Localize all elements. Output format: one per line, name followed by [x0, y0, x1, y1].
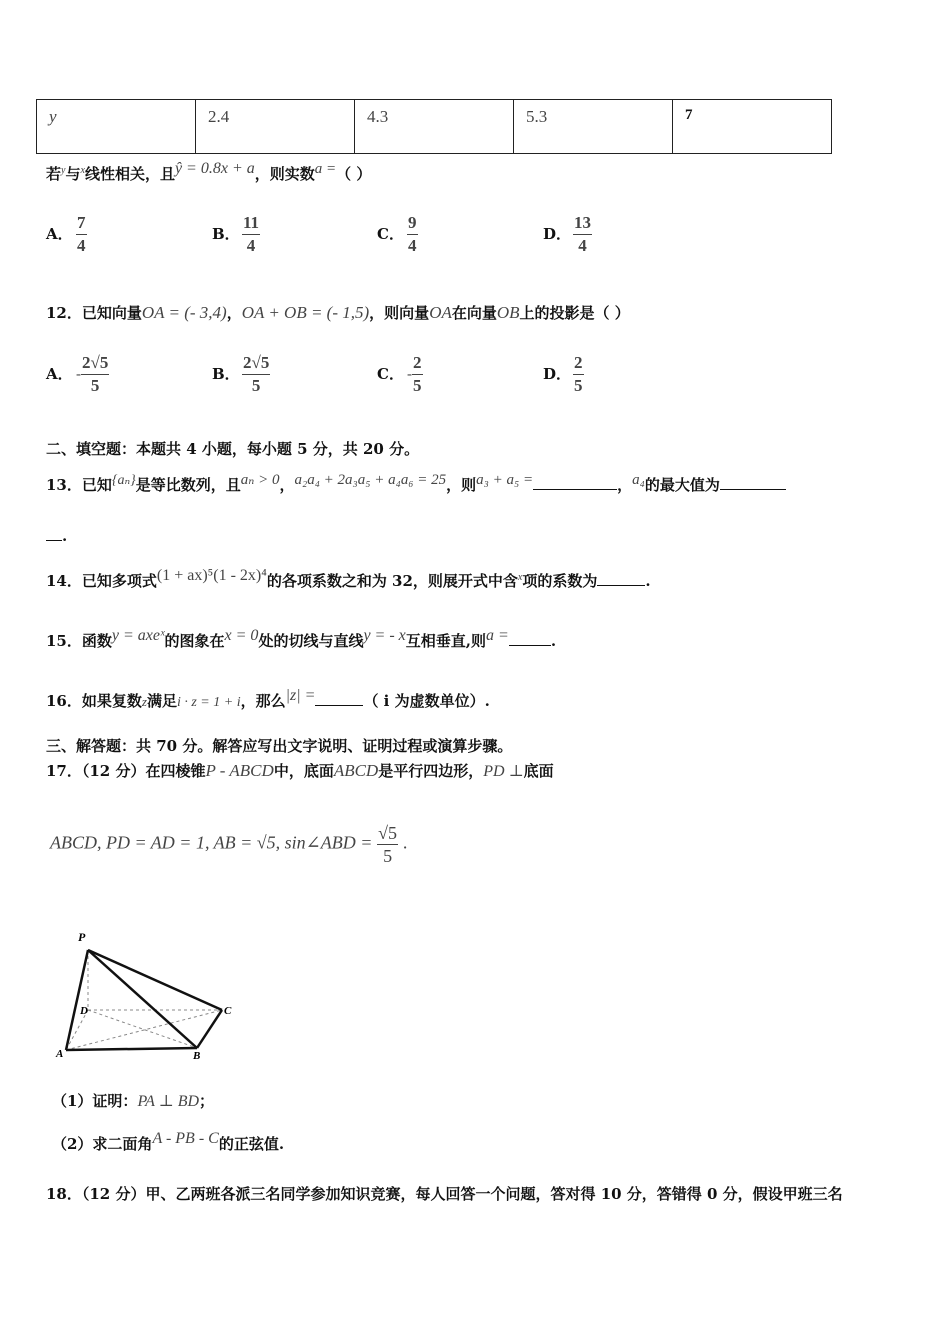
edge-ab [66, 1048, 197, 1050]
q12-option-c: C． - $\frac{2}{5}$ [377, 353, 422, 395]
q15-stem: 15．函数$^{y = axeˣ}$的图象在$^{x = 0}$处的切线与直线$^{y = - x}$互相垂直,则$^{a =}$ . [46, 627, 557, 650]
q12-option-d: D． $\frac{2}{5}$ [543, 353, 583, 395]
table-cell-y: y [37, 100, 196, 154]
table-cell: 2.4 [196, 100, 355, 154]
vertex-label-d: D [80, 1005, 88, 1017]
edge-pb [88, 950, 197, 1048]
edge-pc [88, 950, 222, 1010]
q11-stem: 若$^y$与$^x$线性相关，且$^{ŷ = 0.8x + a}$，则实数$^{a =}$（ ） [46, 160, 372, 183]
q18-stem: 18．（12 分）甲、乙两班各派三名同学参加知识竞赛，每人回答一个问题，答对得 10 分，答错得 0 分，假设甲班三名 [46, 1185, 843, 1203]
q11-option-a: A． $\frac{7}{4}$ [46, 213, 86, 255]
section-3-heading: 三、解答题：共 70 分。解答应写出文字说明、证明过程或演算步骤。 [46, 737, 513, 755]
table-row [37, 100, 832, 154]
vertex-label-p: P [78, 930, 86, 944]
q13-stem: 13．已知$^{\{a_n\}}$是等比数列，且$^{a_n > 0}$，$^{a_2a_4 + 2a_3a_5 + a_4a_6 = 25}$，则$^{a_3 + a_5 =}$ ，$^{a_4}$的最大值为 [46, 470, 786, 495]
q17-stem: 17．（12 分）在四棱锥P - ABCD中，底面ABCD是平行四边形，PD ⊥底面 [46, 761, 554, 780]
q11-option-b: B． $\frac{11}{4}$ [212, 213, 260, 255]
q13-tail: . [46, 524, 67, 545]
table-cell: 4.3 [355, 100, 514, 154]
table-cell: 5.3 [514, 100, 673, 154]
pyramid-figure [52, 925, 242, 1065]
q17-part-1: （1）证明：PA ⊥ BD； [52, 1092, 215, 1110]
q17-given: ABCD, PD = AD = 1, AB = √5, sin∠ABD = $\frac{√5}{5}$ . [50, 823, 408, 866]
q17-part-2: （2）求二面角$^{A - PB - C}$的正弦值. [52, 1130, 285, 1153]
q16-stem: 16．如果复数z满足i · z = 1 + i，那么$^{|z| =}$ （ i 为虚数单位）. [46, 687, 490, 710]
q12-option-b: B． $\frac{2√5}{5}$ [212, 353, 270, 395]
table-cell: 7 [673, 100, 832, 154]
vertex-label-a: A [56, 1048, 64, 1060]
vertex-label-b: B [193, 1050, 201, 1062]
q12-stem: 12．已知向量OA = (- 3,4)，OA + OB = (- 1,5)，则向量OA在向量OB上的投影是（ ） [46, 303, 630, 322]
q11-option-d: D． $\frac{13}{4}$ [543, 213, 591, 255]
q11-option-c: C． $\frac{9}{4}$ [377, 213, 417, 255]
edge-db [88, 1010, 197, 1048]
q12-option-a: A． - $\frac{2√5}{5}$ [46, 353, 109, 395]
edge-pa [66, 950, 88, 1050]
section-2-heading: 二、填空题：本题共 4 小题，每小题 5 分，共 20 分。 [46, 440, 420, 458]
vertex-label-c: C [224, 1005, 232, 1017]
q14-stem: 14．已知多项式$^{(1 + ax)^5(1 - 2x)^4}$的各项系数之和为 32，则展开式中含$^x$项的系数为 . [46, 567, 651, 590]
data-table [36, 99, 832, 154]
